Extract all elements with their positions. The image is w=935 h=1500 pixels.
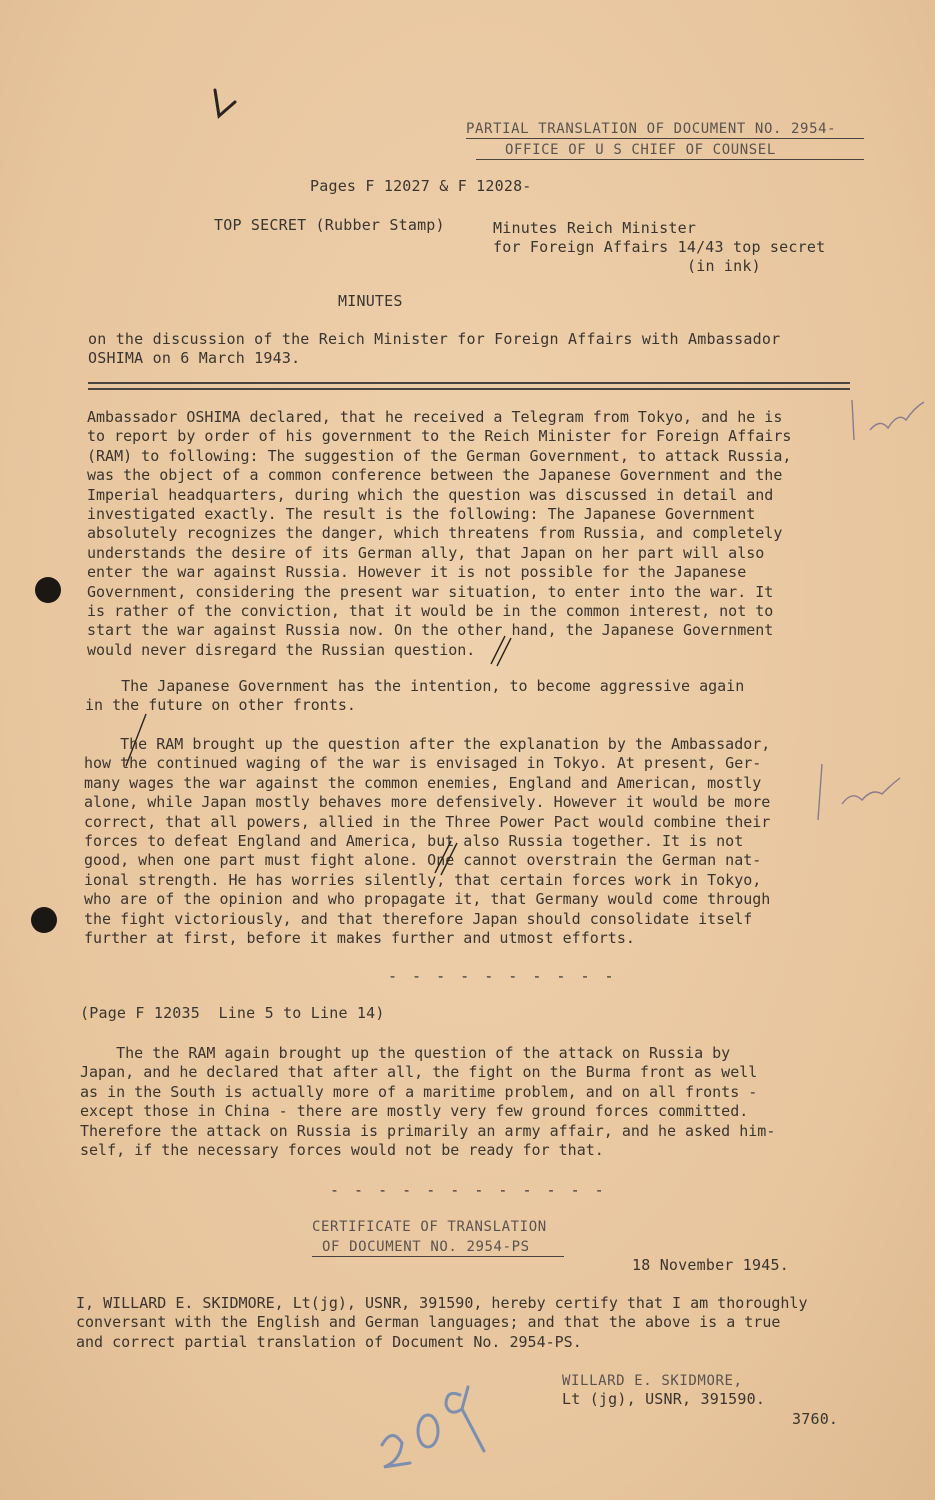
rubber-stamp-note: TOP SECRET (Rubber Stamp) — [214, 216, 445, 234]
paragraph-japanese-intention: The Japanese Government has the intention, to become aggressive again in the future on other fronts. — [85, 677, 745, 715]
certificate-body: I, WILLARD E. SKIDMORE, Lt(jg), USNR, 391590, hereby certify that I am thoroughly conversant with the English and German languages; and that the above is a true and correct partial translation of Document No. 2954-PS. — [76, 1294, 808, 1351]
ink-note-line-1: Minutes Reich Minister — [493, 219, 697, 237]
header-underline-1 — [466, 138, 864, 139]
paragraph-oshima-declaration: Ambassador OSHIMA declared, that he received a Telegram from Tokyo, and he is to report by order of his government to the Reich Minister for Foreign Affairs (RAM) to following: The suggestion of the German Government, to attack Russia, was the object of a common conference between the Japanese Government and the Imperial headquarters, during which the question was discussed in detail and investigated exactly. The result is the following: The Japanese Government absolutely recognizes the danger, which threatens from Russia, and completely understands the desire of its German ally, that Japan on her part will also enter the war against Russia. However it is not possible for the Japanese Government, considering the present war situation, to enter into the war. It is rather of the conviction, that it would be in the common interest, not to start the war against Russia now. On the other hand, the Japanese Government would never disregard the Russian question. — [87, 408, 792, 659]
subtitle-line-2: OSHIMA on 6 March 1943. — [88, 349, 301, 367]
paragraph-ram-question: The RAM brought up the question after the explanation by the Ambassador, how the continued waging of the war is envisaged in Tokyo. At present, Ger- many wages the war against the common enemies, England and American, mostly alone, while Japan mostly behaves more defensively. However it would be more correct, that all powers, allied in the Three Power Pact would combine their forces to defeat England and America, but also Russia together. It is not good, when one part must fight alone. One cannot overstrain the German nat- ional strength. He has worries silently, that certain forces work in Tokyo, who are of the opinion and who propagate it, that Germany would come through the fight victoriously, and that therefore Japan should consolidate itself further at first, before it makes further and utmost efforts. — [84, 735, 771, 948]
signature-name: WILLARD E. SKIDMORE, — [562, 1373, 743, 1389]
question-slash-mark-icon — [485, 630, 515, 670]
title-rule-top — [88, 382, 850, 384]
certificate-title-line-2: OF DOCUMENT NO. 2954-PS — [322, 1239, 530, 1255]
header-underline-2 — [476, 159, 864, 160]
margin-scribble-2-icon — [812, 760, 912, 840]
pages-reference: Pages F 12027 & F 12028- — [310, 177, 532, 195]
separator-dashes-2: - - - - - - - - - - - - — [330, 1181, 607, 1199]
handwritten-number-209-icon — [370, 1365, 500, 1475]
page-line-reference: (Page F 12035 Line 5 to Line 14) — [80, 1004, 385, 1022]
pen-check-mark-icon — [205, 88, 245, 128]
margin-scribble-icon — [840, 390, 930, 450]
alone-slash-mark-icon — [425, 835, 465, 880]
certificate-date: 18 November 1945. — [632, 1256, 789, 1274]
title-rule-bottom — [88, 388, 850, 390]
header-line-1: PARTIAL TRANSLATION OF DOCUMENT NO. 2954- — [466, 121, 837, 137]
paragraph-slash-mark-icon — [118, 710, 158, 770]
header-line-2: OFFICE OF U S CHIEF OF COUNSEL — [505, 142, 776, 158]
separator-dashes-1: - - - - - - - - - - — [388, 967, 617, 985]
ink-note-line-3: (in ink) — [687, 257, 761, 275]
signature-rank: Lt (jg), USNR, 391590. — [562, 1390, 766, 1408]
document-title: MINUTES — [338, 292, 403, 310]
certificate-underline — [312, 1256, 564, 1257]
document-reference-number: 3760. — [792, 1410, 839, 1428]
punch-hole-bottom — [31, 907, 57, 933]
ink-note-line-2: for Foreign Affairs 14/43 top secret — [493, 238, 826, 256]
subtitle-line-1: on the discussion of the Reich Minister for Foreign Affairs with Ambassador — [88, 330, 781, 348]
certificate-title-line-1: CERTIFICATE OF TRANSLATION — [312, 1219, 547, 1235]
paragraph-attack-on-russia: The the RAM again brought up the question of the attack on Russia by Japan, and he declared that after all, the fight on the Burma front as well as in the South is actually more of a maritime problem, and on all fronts - except those in China - there are mostly very few ground forces committed. Therefore the attack on Russia is primarily an army affair, and he asked him- self, if the necessary forces would not be ready for that. — [80, 1044, 776, 1160]
punch-hole-top — [35, 577, 61, 603]
